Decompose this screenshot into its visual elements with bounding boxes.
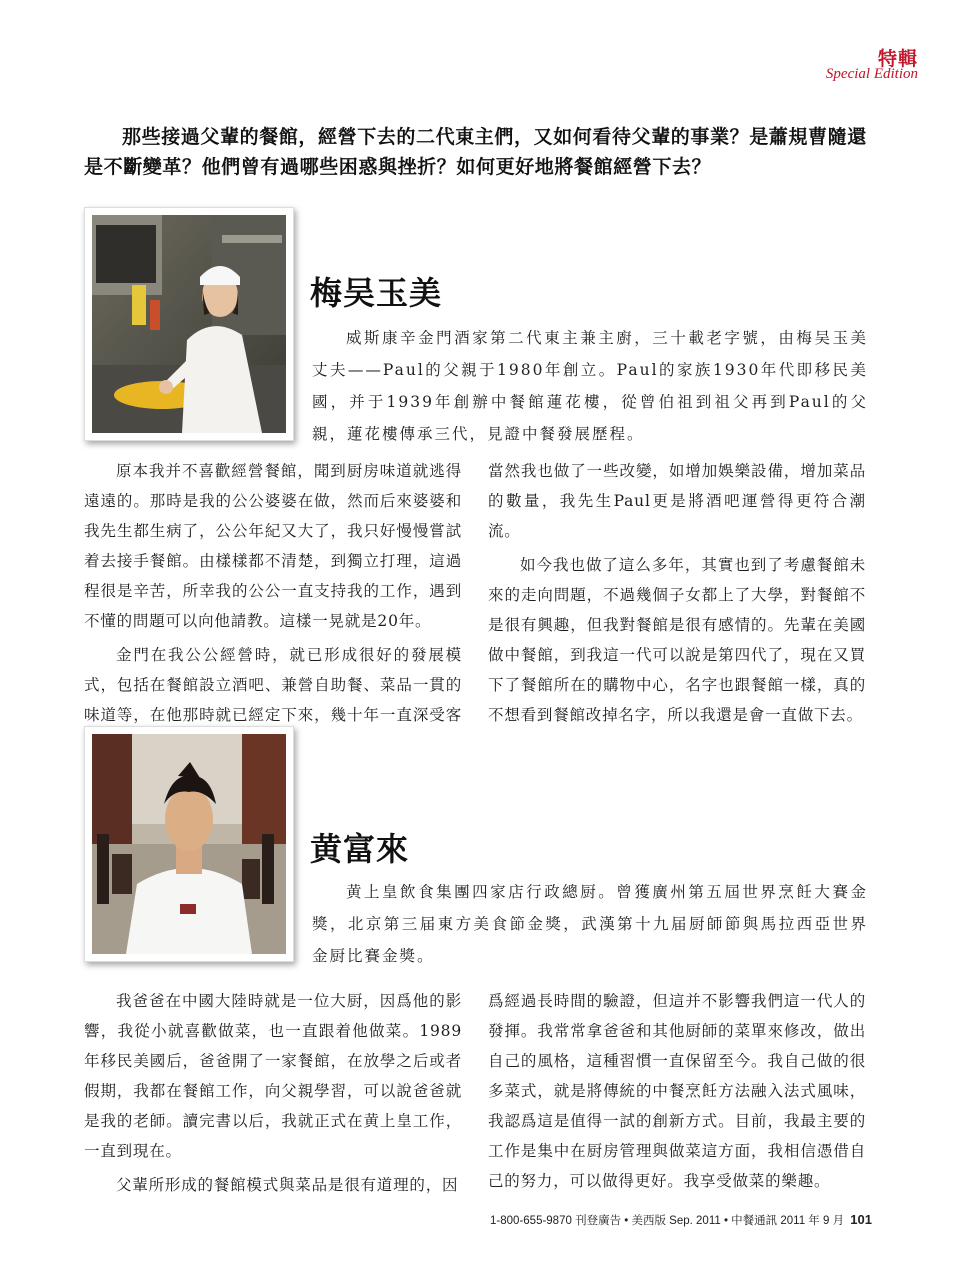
portrait-photo-chef-woman (84, 207, 294, 441)
paragraph: 原本我并不喜歡經營餐館，聞到厨房味道就逃得遠遠的。那時是我的公公婆婆在做，然而后來婆婆和我先生都生病了，公公年紀又大了，我只好慢慢嘗試着去接手餐館。由樣樣都不清楚，到獨立打理，這過程很是辛苦，所幸我的公公一直支持我的工作，遇到不懂的問題可以向他請教。這樣一晃就是20年。 (84, 462, 462, 630)
profile-name: 黄富來 (310, 830, 410, 868)
paragraph: 金門在我公公經營時，就已形成很好的發展模式，包括在餐館設立酒吧、兼營自助餐、菜品一貫的味道等，在他那時就已經定下來，幾十年一直深受客 (84, 646, 462, 724)
profile-bio: 威斯康辛金門酒家第二代東主兼主廚，三十載老字號，由梅吴玉美丈夫——Paul的父親于1980年創立。Paul的家族1930年代即移民美國，并于1939年創辦中餐館蓮花樓，從曾伯祖到祖父再到Paul的父親，蓮花樓傳承三代，見證中餐發展歷程。 (312, 329, 868, 443)
paragraph: 爲經過長時間的驗證，但這并不影響我們這一代人的發揮。我常常拿爸爸和其他厨師的菜單來修改，做出自己的風格，這種習慣一直保留至今。我自己做的很多菜式，就是將傳統的中餐烹飪方法融入法式風味，我認爲這是值得一試的創新方式。目前，我最主要的工作是集中在厨房管理與做菜這方面，我相信憑借自己的努力，可以做得更好。我享受做菜的樂趣。 (488, 992, 866, 1190)
section-title-cn: 特輯 (877, 48, 918, 70)
intro-paragraph: 那些接過父輩的餐館，經營下去的二代東主們，又如何看待父輩的事業？是蕭規曹隨還是不斷變革？他們曾有過哪些困惑與挫折？如何更好地將餐館經營下去？ (84, 126, 867, 178)
footer-info: 1-800-655-9870 刊登廣告 • 美西版 Sep. 2011 • 中餐通訊 2011 年 9 月 (490, 1215, 845, 1227)
page-number: 101 (850, 1212, 872, 1227)
article-column-left (84, 456, 462, 764)
paragraph: 我爸爸在中國大陸時就是一位大厨，因爲他的影響，我從小就喜歡做菜，也一直跟着他做菜。1989年移民美國后，爸爸開了一家餐館，在放學之后或者假期，我都在餐館工作，向父親學習，可以說爸爸就是我的老師。讀完書以后，我就正式在黄上皇工作，一直到現在。 (84, 992, 462, 1160)
article-column-right (488, 986, 866, 1200)
profile-bio: 黄上皇飲食集團四家店行政總厨。曾獲廣州第五屆世界烹飪大賽金獎，北京第三届東方美食節金獎，武漢第十九届厨師節與馬拉西亞世界金厨比賽金獎。 (312, 883, 868, 965)
restaurant-scene-image (92, 734, 286, 954)
paragraph: 當然我也做了一些改變，如增加娛樂設備，增加菜品的數量，我先生Paul更是將酒吧運營得更符合潮流。 (488, 462, 866, 540)
kitchen-scene-image (92, 215, 286, 433)
article-column-right (488, 456, 866, 734)
profile-name: 梅吴玉美 (310, 274, 443, 312)
paragraph: 如今我也做了這么多年，其實也到了考慮餐館未來的走向問題，不過幾個子女都上了大學，對餐館不是很有興趣，但我對餐館是很有感情的。先輩在美國做中餐館，到我這一代可以說是第四代了，現在又買下了餐館所在的購物中心，名字也跟餐館一樣，真的不想看到餐館改掉名字，所以我還是會一直做下去。 (488, 556, 866, 724)
portrait-photo-chef-man (84, 726, 294, 962)
article-column-left (84, 986, 462, 1204)
page-footer (490, 1212, 872, 1228)
section-title-en: Special Edition (825, 66, 918, 82)
paragraph: 父輩所形成的餐館模式與菜品是很有道理的，因 (116, 1176, 459, 1194)
